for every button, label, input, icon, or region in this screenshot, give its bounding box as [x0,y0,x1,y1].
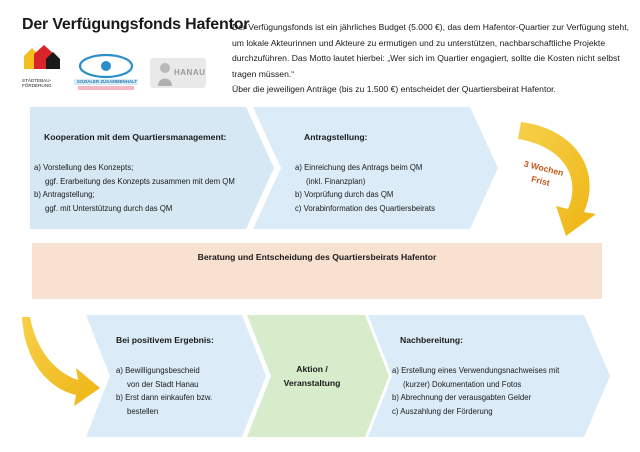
step-antragstellung-item: c) Vorabinformation des Quartiersbeirats [295,203,435,213]
sozialer-zusammenhalt-emblem-icon [70,52,142,92]
step-antragstellung-title: Antragstellung: [304,132,368,142]
step-positiv-list [116,364,212,418]
step-aktion-line1: Aktion / [296,364,328,374]
step-kooperation-item: ggf. mit Unterstützung durch das QM [45,203,173,213]
step-nachbereitung-list [392,364,559,418]
step-positiv-item: a) Bewilligungsbescheid [116,366,200,375]
step-positiv-title: Bei positivem Ergebnis: [116,335,214,345]
step-antragstellung-item: a) Einreichung des Antrags beim QM [295,163,423,172]
step-nachbereitung-item: c) Auszahlung der Förderung [392,406,493,416]
page-title: Der Verfügungsfonds Hafentor [22,16,250,33]
step-aktion-text [262,362,362,390]
step-kooperation-item: ggf. Erarbeitung des Konzepts zusammen mit dem QM [45,176,235,186]
step-kooperation-item: a) Vorstellung des Konzepts; [34,163,134,172]
sozialer-zusammenhalt-logo [70,52,142,92]
step-nachbereitung-item: b) Abrechnung der verausgabten Gelder [392,393,532,402]
intro-paragraph-2: Über die jeweiligen Anträge (bis zu 1.500 €) entscheidet der Quartiersbeirat Hafentor. [232,84,556,95]
sozialer-zusammenhalt-logo-label: SOZIALER ZUSAMMENHALT [76,79,138,84]
step-nachbereitung-item: a) Erstellung eines Verwendungsnachweises mit [392,366,560,375]
step-nachbereitung-title: Nachbereitung: [400,335,464,345]
step-nachbereitung-item: (kurzer) Dokumentation und Fotos [403,379,522,389]
step-antragstellung-item: (inkl. Finanzplan) [306,176,366,186]
step-positiv-item: b) Erst dann einkaufen bzw. [116,393,213,402]
curved-arrow-left [22,317,100,406]
hanau-logo [150,58,206,88]
hanau-logo-text: HANAU [174,68,206,77]
staedtebau-logo-line2: FÖRDERUNG [22,83,52,88]
step-positiv-item: bestellen [127,406,159,416]
step-positiv-item: von der Stadt Hanau [127,379,199,389]
step-aktion-line2: Veranstaltung [283,378,341,388]
step-kooperation-list [34,161,235,215]
frist-label-line2: Frist [530,173,551,188]
staedtebau-logo-line1: STÄDTEBAU- [22,78,52,83]
step-antragstellung-list [295,161,435,215]
step-kooperation-item: b) Antragstellung; [34,190,95,199]
staedtebau-house-icon [22,44,64,70]
frist-label-line1: 3 Wochen [522,158,565,178]
step-kooperation-title: Kooperation mit dem Quartiersmanagement: [44,132,227,142]
beratung-banner-text: Beratung und Entscheidung des Quartiersbeirats Hafentor [197,252,437,262]
intro-paragraph-1: Der Verfügungsfonds ist ein jährliches Budget (5.000 €), das dem Hafentor-Quartier zur Verfügung steht, um lokale Akteurinnen und Akteure zu ermutigen und zu unterstützen, nachbarschaftliche Projekte durchzuführen. Das Motto lautet hierbei: „Wer sich im Quartier engagiert, sollte die Kosten nicht selbst tragen müssen.“ [232,22,629,79]
staedtebau-logo [22,44,64,92]
intro-text [232,20,632,98]
step-antragstellung-item: b) Vorprüfung durch das QM [295,190,394,199]
